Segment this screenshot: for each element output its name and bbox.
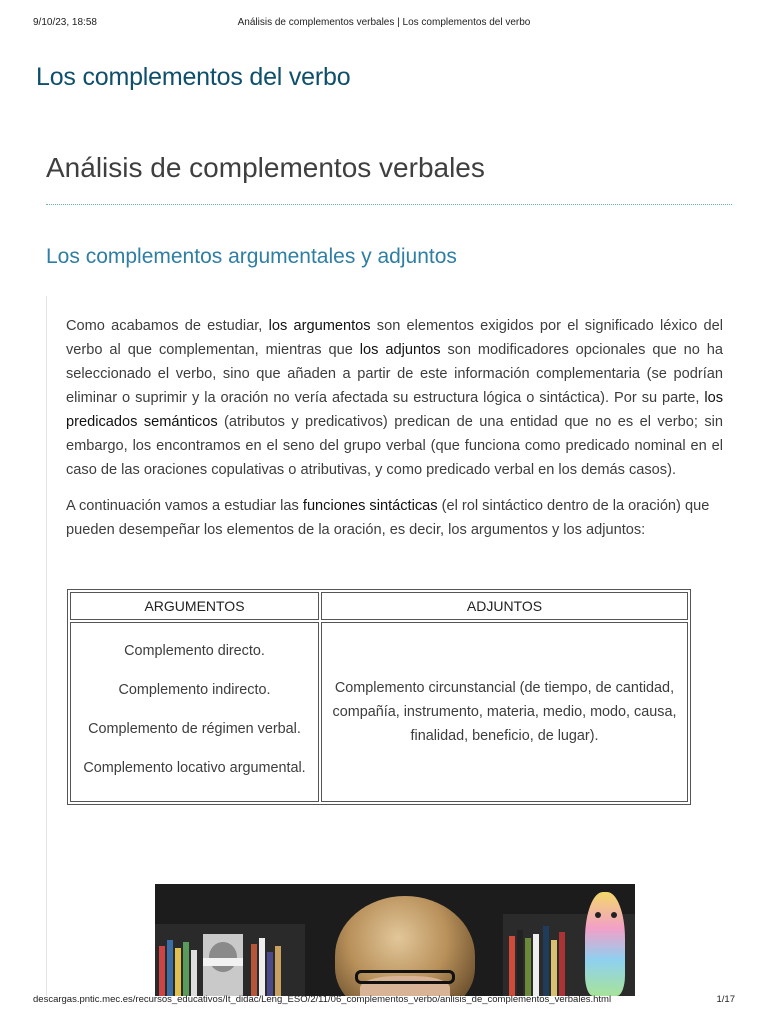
paragraph-text: son elementos exigidos por el significado léxico del verbo al que complementan, mientras que	[66, 318, 723, 358]
argumentos-cell	[70, 622, 319, 802]
poster-band	[203, 958, 243, 966]
book	[517, 930, 523, 996]
book	[275, 946, 281, 996]
table-header-row	[70, 592, 688, 620]
bookshelf-photo	[155, 884, 635, 996]
book	[533, 934, 539, 996]
functions-table	[67, 589, 691, 805]
print-datetime: 9/10/23, 18:58	[33, 17, 97, 28]
book	[267, 952, 273, 996]
plush-eye	[595, 912, 601, 918]
keyword-funciones-sintacticas: funciones sintácticas	[302, 498, 438, 514]
title-divider	[46, 204, 732, 205]
table-row	[70, 622, 688, 802]
list-item: Complemento locativo argumental.	[83, 760, 306, 776]
site-title-link[interactable]: Los complementos del verbo	[36, 63, 351, 91]
column-header-adjuntos: ADJUNTOS	[321, 592, 688, 620]
print-header	[0, 0, 768, 40]
keyword-argumentos: los argumentos	[268, 318, 371, 334]
column-header-argumentos: ARGUMENTOS	[70, 592, 319, 620]
content-body	[66, 314, 723, 554]
book	[191, 950, 197, 996]
paragraph-text: (atributos y predicativos) predican de una entidad que no es el verbo; sin embargo, los encontramos en el seno del grupo verbal (que funciona como predicado nominal en el caso de las oraciones copulativas o atributivas, y como predicado verbal en los demás casos).	[66, 414, 723, 478]
book	[175, 948, 181, 996]
book	[159, 946, 165, 996]
book	[251, 944, 257, 996]
plush-eye	[611, 912, 617, 918]
keyword-predicados-semanticos: los predicados semánticos	[66, 390, 723, 430]
glasses	[355, 970, 455, 984]
paragraph-functions	[66, 494, 723, 542]
page-indicator: 1/17	[716, 994, 735, 1005]
section-title: Los complementos argumentales y adjuntos	[46, 245, 457, 268]
poster-face	[209, 942, 237, 972]
print-document-title: Análisis de complementos verbales | Los complementos del verbo	[237, 17, 531, 28]
book	[259, 938, 265, 996]
keyword-adjuntos: los adjuntos	[359, 342, 441, 358]
paragraph-text: A continuación vamos a estudiar las	[66, 498, 303, 514]
book	[183, 942, 189, 996]
plush-toy	[585, 892, 625, 996]
list-item: Complemento de régimen verbal.	[88, 721, 301, 737]
paragraph-text: son modificadores opcionales que no ha seleccionado el verbo, sino que añaden a partir de este información complementaria (se podrían eliminar o suprimir y la oración no vería afectada su estructura lógica o sintáctica). Por su parte,	[66, 342, 723, 406]
print-url: descargas.pntic.mec.es/recursos_educativos/It_didac/Leng_ESO/2/11/06_complementos_verbo/anlisis_de_complementos_verbales.html	[33, 994, 612, 1005]
list-item: Complemento indirecto.	[118, 682, 271, 698]
book	[551, 940, 557, 996]
book	[525, 938, 531, 996]
adjuntos-cell: Complemento circunstancial (de tiempo, de cantidad, compañía, instrumento, materia, medio, modo, causa, finalidad, beneficio, de lugar).	[321, 622, 688, 802]
book	[543, 926, 549, 996]
print-footer	[0, 994, 768, 1014]
content-box	[46, 296, 733, 996]
list-item: Complemento directo.	[124, 643, 265, 659]
paragraph-text: Como acabamos de estudiar,	[66, 318, 269, 334]
page-title: Análisis de complementos verbales	[46, 152, 485, 183]
poster	[203, 934, 243, 996]
book	[509, 936, 515, 996]
book	[559, 932, 565, 996]
paragraph-text: (el rol sintáctico dentro de la oración) que pueden desempeñar los elementos de la oración, es decir, los argumentos y los adjuntos:	[66, 498, 710, 538]
book	[167, 940, 173, 996]
paragraph-intro	[66, 314, 723, 482]
